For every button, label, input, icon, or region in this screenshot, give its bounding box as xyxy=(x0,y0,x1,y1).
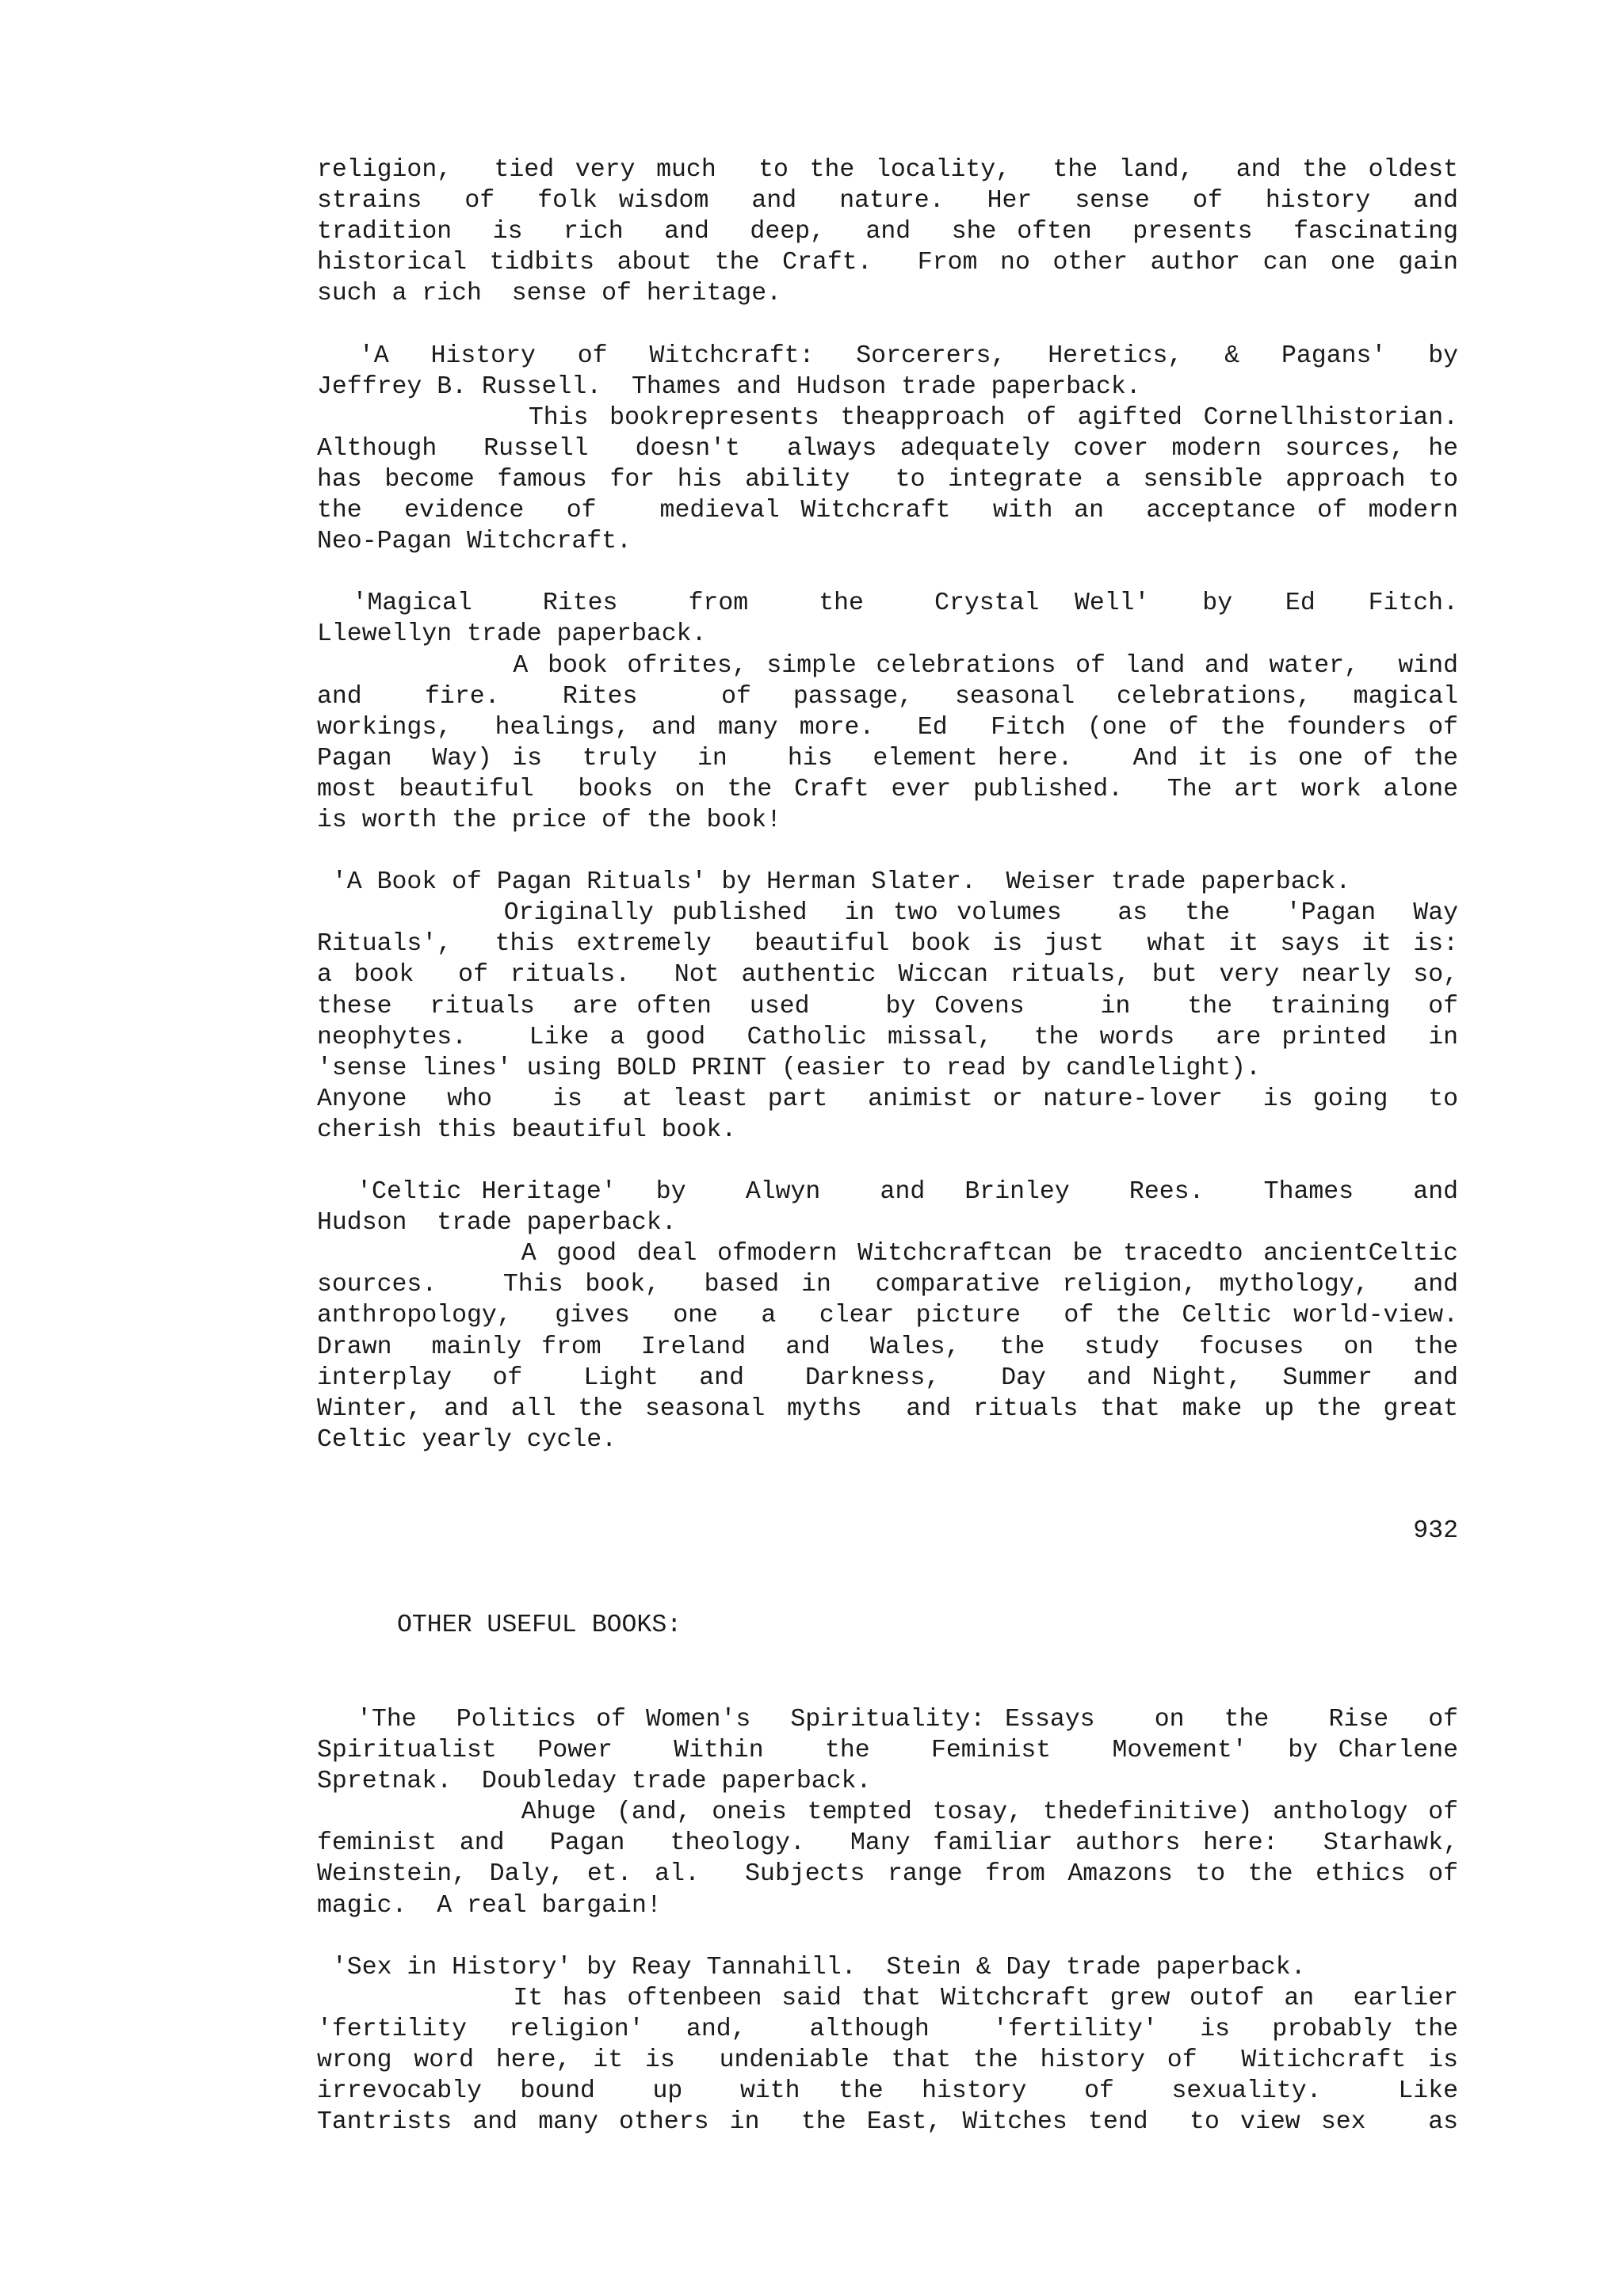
text-line: Although Russell doesn't always adequately cover modern sources, he xyxy=(317,434,1458,463)
page-number-block xyxy=(317,1516,1458,1547)
text-line: Celtic yearly cycle. xyxy=(317,1425,617,1454)
text-line: strains of folk wisdom and nature. Her sense of history and xyxy=(317,187,1458,215)
text-line: is worth the price of the book! xyxy=(317,806,781,834)
text-line: anthropology, gives one a clear picture of the Celtic world-view. xyxy=(317,1302,1458,1330)
text-line: a book of rituals. Not authentic Wiccan rituals, but very nearly so, xyxy=(317,961,1458,990)
blank-line xyxy=(317,1146,1458,1177)
text-line: the evidence of medieval Witchcraft with an acceptance of modern xyxy=(317,497,1458,525)
text-line: A good deal ofmodern Witchcraftcan be tracedto ancientCeltic xyxy=(317,1240,1458,1268)
blank-line xyxy=(317,309,1458,340)
text-line: Drawn mainly from Ireland and Wales, the study focuses on the xyxy=(317,1333,1458,1361)
text-line: 'A Book of Pagan Rituals' by Herman Slater. Weiser trade paperback. xyxy=(317,868,1351,897)
text-line: 'Celtic Heritage' by Alwyn and Brinley Rees. Thames and xyxy=(317,1178,1458,1207)
text-line: feminist and Pagan theology. Many familiar authors here: Starhawk, xyxy=(317,1829,1458,1858)
text-line: It has oftenbeen said that Witchcraft grew outof an earlier xyxy=(317,1984,1458,2012)
text-line: This bookrepresents theapproach of agifted Cornellhistorian. xyxy=(317,403,1458,432)
text-line: interplay of Light and Darkness, Day and Night, Summer and xyxy=(317,1363,1458,1392)
text-line: tradition is rich and deep, and she often presents fascinating xyxy=(317,218,1458,246)
text-line: cherish this beautiful book. xyxy=(317,1116,737,1144)
text-line: 'A History of Witchcraft: Sorcerers, Heretics, & Pagans' by xyxy=(317,341,1458,370)
text-line: Weinstein, Daly, et. al. Subjects range from Amazons to the ethics of xyxy=(317,1860,1458,1889)
blank-line xyxy=(317,836,1458,867)
text-line: these rituals are often used by Covens in the training of xyxy=(317,992,1458,1020)
text-line: Llewellyn trade paperback. xyxy=(317,620,707,649)
blank-line xyxy=(317,1921,1458,1952)
section-heading: OTHER USEFUL BOOKS: xyxy=(397,1611,682,1639)
text-line: A book ofrites, simple celebrations of land and water, wind xyxy=(317,651,1458,680)
top-text-block xyxy=(317,154,1458,1455)
text-line: irrevocably bound up with the history of sexuality. Like xyxy=(317,2077,1458,2106)
text-line: workings, healings, and many more. Ed Fitch (one of the founders of xyxy=(317,713,1458,742)
text-line: Jeffrey B. Russell. Thames and Hudson trade paperback. xyxy=(317,372,1141,401)
text-line: Tantrists and many others in the East, Witches tend to view sex as xyxy=(317,2108,1458,2137)
text-line: sources. This book, based in comparative religion, mythology, and xyxy=(317,1271,1458,1299)
text-line: 'sense lines' using BOLD PRINT (easier to read by candlelight). xyxy=(317,1054,1261,1082)
text-line: 'fertility religion' and, although 'fertility' is probably the xyxy=(317,2015,1458,2043)
text-line: wrong word here, it is undeniable that the history of Witichcraft is xyxy=(317,2046,1458,2075)
text-line: 'Sex in History' by Reay Tannahill. Stein & Day trade paperback. xyxy=(317,1953,1306,1981)
text-line: religion, tied very much to the locality, the land, and the oldest xyxy=(317,156,1458,184)
text-line: Spretnak. Doubleday trade paperback. xyxy=(317,1768,872,1796)
text-line: Pagan Way) is truly in his element here. And it is one of the xyxy=(317,744,1458,772)
text-line: 'The Politics of Women's Spirituality: Essays on the Rise of xyxy=(317,1706,1458,1733)
section-heading-block xyxy=(317,1610,1458,1641)
text-line: Winter, and all the seasonal myths and rituals that make up the great xyxy=(317,1394,1458,1423)
text-line: neophytes. Like a good Catholic missal, the words are printed in xyxy=(317,1023,1458,1051)
text-line: 'Magical Rites from the Crystal Well' by Ed Fitch. xyxy=(317,589,1458,618)
text-line: Rituals', this extremely beautiful book is just what it says it is: xyxy=(317,930,1458,959)
text-line: magic. A real bargain! xyxy=(317,1891,662,1920)
text-line: and fire. Rites of passage, seasonal celebrations, magical xyxy=(317,682,1458,711)
text-line: Spiritualist Power Within the Feminist Movement' by Charlene xyxy=(317,1737,1458,1765)
text-line: historical tidbits about the Craft. From no other author can one gain xyxy=(317,249,1458,277)
text-line: has become famous for his ability to integrate a sensible approach to xyxy=(317,465,1458,494)
text-line: Ahuge (and, oneis tempted tosay, thedefinitive) anthology of xyxy=(317,1798,1458,1827)
text-line: Neo-Pagan Witchcraft. xyxy=(317,528,632,556)
text-line: Originally published in two volumes as the 'Pagan Way xyxy=(317,899,1458,928)
text-line: most beautiful books on the Craft ever published. The art work alone xyxy=(317,775,1458,803)
text-line: Anyone who is at least part animist or nature-lover is going to xyxy=(317,1085,1458,1113)
text-line: such a rich sense of heritage. xyxy=(317,280,781,308)
text-line: Hudson trade paperback. xyxy=(317,1209,677,1238)
page-number: 932 xyxy=(1413,1517,1458,1545)
bottom-text-block xyxy=(317,1704,1458,2138)
blank-line xyxy=(317,557,1458,588)
